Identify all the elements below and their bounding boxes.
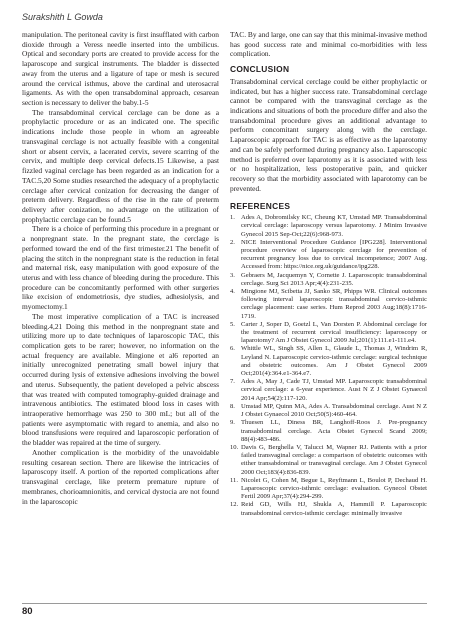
- reference-item: 8. Umstad MP, Quinn MA, Ades A. Transabdominal cerclage. Aust N Z J Obstet Gynaecol 2010 Oct;50(5):460-464.: [230, 402, 427, 419]
- reference-item: 10. Davis G, Berghella V, Talucci M, Wapner RJ. Patients with a prior failed transvaginal cerclage: a comparison of obstetric outcomes with either transabdominal or transvaginal cerclage. Am J Obstet Gynecol 2000 Oct;183(4):836-839.: [230, 443, 427, 476]
- reference-item: 6. Whittle WL, Singh SS, Allen L, Glaude L, Thomas J, Windrim R, Leyland N. Laparoscopic cervico-isthmic cerclage: surgical technique and obstetric outcomes. Am J Obstet Gynecol 2009 Oct;201(4):364.e1-364.e7.: [230, 345, 427, 378]
- body-paragraph: The transabdominal cervical cerclage can be done as a prophylactic procedure or as an indicated one. The specific indications include those people in whom an agreeable transvaginal cerclage is not actually feasible with a congenital short or absent cervix, a lacerated cervix, severe scarring of the cervix, and multiple deep cervical defects.15 Likewise, a past fizzled vaginal cerclage has been regarded as an indication for a TAC.5,20 Some studies researched the adequacy of a prophylactic cerclage after cervical conization for decreasing the danger of preterm delivery. Regardless of the rise in the rate of preterm delivery after conization, no advantage on the utilization of prophylactic cerclage can be found.5: [22, 107, 219, 224]
- reference-item: 9. Thuesen LL, Diness BR, Langhoff-Roos J. Pre-pregnancy transabdominal cerclage. Acta Obstet Gynecol Scand 2009; 88(4):483-486.: [230, 419, 427, 443]
- body-paragraph: The most imperative complication of a TAC is increased bleeding.4,21 Doing this method in the nonpregnant state and utilizing more up to date techniques of laparoscopic TAC, this complication gets to be rarer; however, no information on the actual frequency are available. Mingione et al6 reported an initially unrecognized penetrating small bowel injury that occurred during lysis of extensive adhesions involving the bowel and uterus. Subsequently, the patient developed a pelvic abscess that was treated with computed tomography-guided drainage and intravenous antibiotics. The estimated blood loss in cases with intraoperative hemorrhage was 250 to 300 mL; but all of the patients were asymptomatic with regard to anemia, and also no blood transfusions were required and laparoscopic perforation of the bladder was repaired at the time of surgery.: [22, 311, 219, 448]
- reference-item: 11. Nicolet G, Cohen M, Begue L, Reyftmann L, Boulot P, Dechaud H. Laparoscopic cervico-isthmic cerclage: evaluation. Gynecol Obstet Fertil 2009 Apr;37(4):294-299.: [230, 476, 427, 501]
- body-paragraph: Another complication is the morbidity of the unavoidable resulting cesarean section. There are likewise the intricacies of laparoscopy itself. A portion of the reported complications after transvaginal cerclage, like preterm premature rupture of membranes, chorioamnionitis, and cervical dystocia are not found in the laparoscopic: [22, 447, 219, 506]
- reference-item: 2. NICE Interventional Procedure Guidance [IPG228]. Interventional procedure overview of laparoscopic cerclage for prevention of recurrent pregnancy loss due to cervical incompetence; 2007 Aug. Accessed from: https://nice.org.uk/guidance/ipg228.: [230, 238, 427, 271]
- intro-paragraph: TAC. By and large, one can say that this minimal-invasive method has good success rate and minimal co-morbidities with less complication.: [230, 30, 427, 59]
- reference-list: [230, 214, 427, 518]
- footer-divider: [22, 603, 427, 604]
- reference-item: 4. Mingione MJ, Scibetta JJ, Sanko SR, Phipps WR. Clinical outcomes following interval laparoscopic transabdominal cervico-isthmic cerclage placement: case series. Hum Reprod 2003 Aug;18(8):1716-1719.: [230, 288, 427, 320]
- conclusion-paragraph: Transabdominal cervical cerclage could be either prophylactic or indicated, but has a higher success rate. Transabdominal cerclage cannot be compared with the transvaginal cerclage as the indications and situations of both the procedure differ and also the transabdominal procedure gives an additional advantage to perform concomitant surgery along with the cerclage. Laparoscopic approach for TAC is as effective as the laparotomy and can be safely performed during pregnancy also. Laparoscopic method is preferred over laparotomy as it is associated with less or no hospitalization, less postoperative pain, and quicker recovery so that the morbidity associated with laparotomy can be prevented.: [230, 76, 427, 193]
- reference-item: 5. Carter J, Soper D, Goetzl L, Van Dorsten P. Abdominal cerclage for the treatment of recurrent cervical insufficiency: laparoscopy or laparotomy? Am J Obstet Gynecol 2009 Jul;201(1):111.e1-111.e4.: [230, 320, 427, 345]
- left-column: [22, 30, 219, 506]
- reference-item: 12. Reid GD, Wills HJ, Shukla A, Hammill P. Laparoscopic transabdominal cervico-isthmic cerclage: minimally invasive: [230, 501, 427, 517]
- body-paragraph: There is a choice of performing this procedure in a pregnant or a nonpregnant state. In the pregnant state, the cerclage is performed toward the end of the first trimester.21 The benefit of placing the stitch in the nonpregnant state is the reduction in fetal and maternal risk, easy manipulation with good exposure of the uterus and with less chance of bleeding during the procedure. This procedure can be concomitantly performed with other surgeries like excision of endometriosis, dye studies, adhesiolysis, and myomectomy.1: [22, 224, 219, 312]
- references-heading: REFERENCES: [230, 200, 291, 211]
- page-number: 80: [22, 606, 33, 617]
- body-paragraph: manipulation. The peritoneal cavity is first insufflated with carbon dioxide through a Veress needle inserted into the umbilicus. Optical and secondary ports are created to provide access for the laparoscope and surgical instruments. The bladder is dissected away from the uterus and a ligature of tape or mesh is secured around the cervical isthmus, above the cardinal and uterosacral ligaments. As with the open transabdominal approach, cesarean section is necessary to deliver the baby.1-5: [22, 30, 219, 108]
- reference-item: 7. Ades A, May J, Cade TJ, Umstad MP. Laparoscopic transabdominal cervical cerclage: a 6-year experience. Aust N Z J Obstet Gynaecol 2014 Apr;54(2):117-120.: [230, 378, 427, 402]
- reference-item: 1. Ades A, Dobromilsky KC, Cheung KT, Umstad MP. Transabdominal cervical cerclage: laparoscopy versus laparotomy. J Minim Invasive Gynecol 2015 Sep-Oct;22(6):968-973.: [230, 214, 427, 238]
- running-head: Surakshith L Gowda: [22, 12, 103, 22]
- reference-item: 3. Gebraers M, Jacquemyn Y, Cornette J. Laparoscopic transabdominal cerclage. Surg Sci 2013 Apr;4(4):231-235.: [230, 271, 427, 287]
- conclusion-heading: CONCLUSION: [230, 64, 290, 75]
- right-column: [230, 30, 427, 518]
